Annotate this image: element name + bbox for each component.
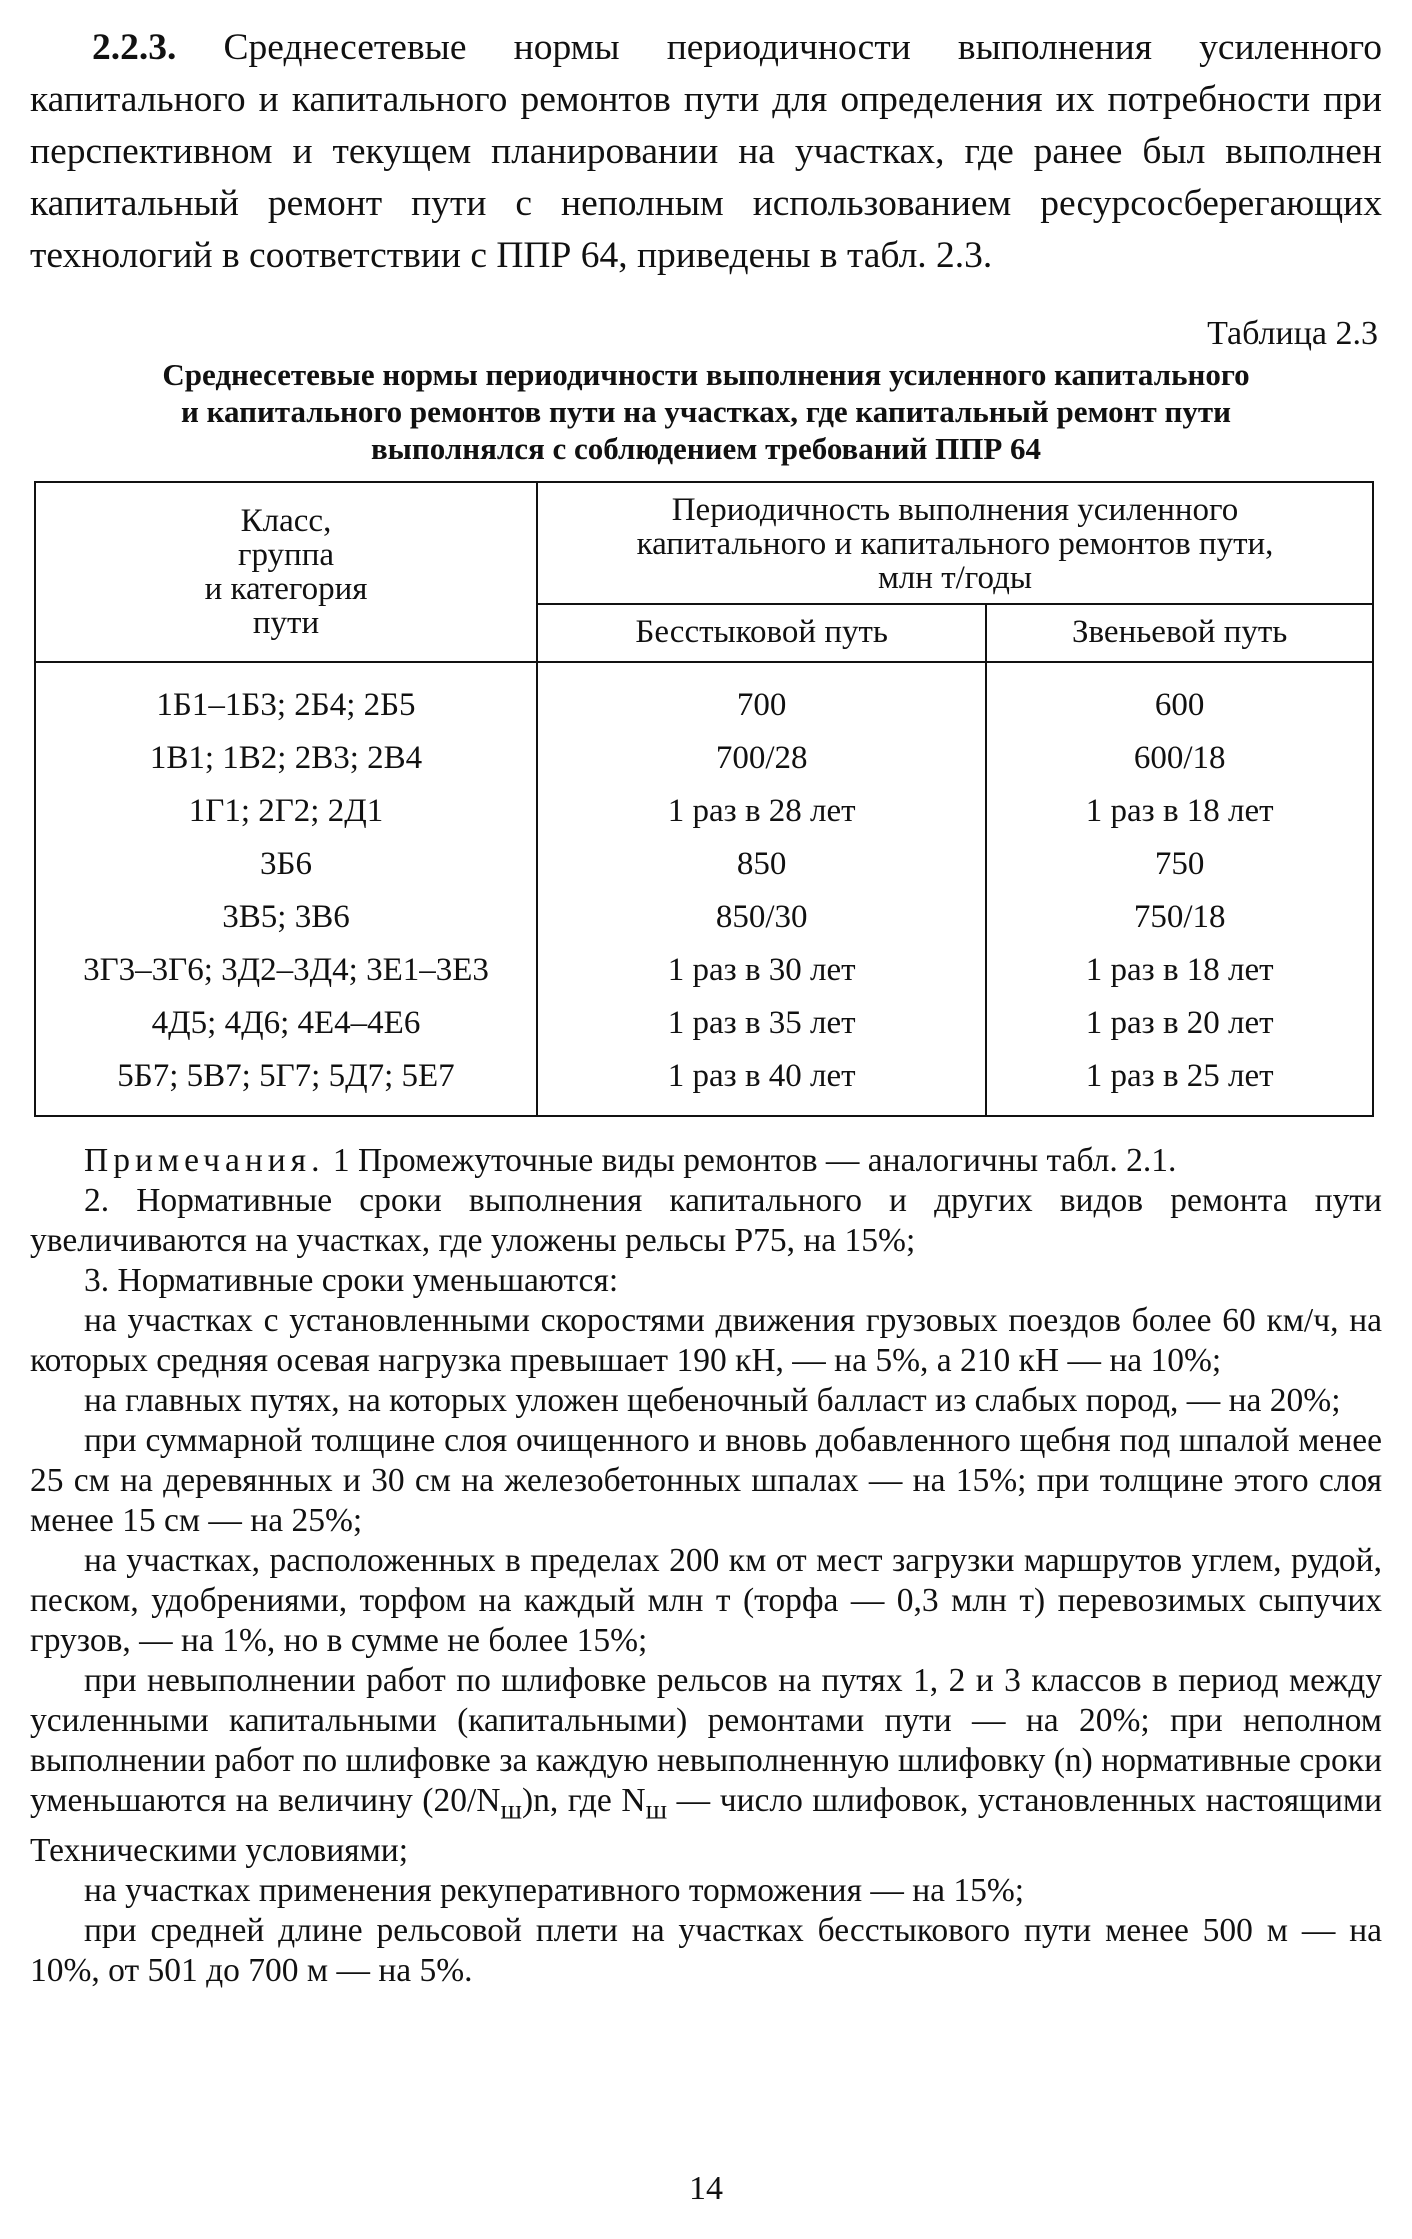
note-bullet: на главных путях, на которых уложен щебеночный балласт из слабых пород, — на 20%; xyxy=(84,1382,1341,1419)
header-period: Периодичность выполнения усиленного капитального и капитального ремонтов пути, млн т/годы xyxy=(537,482,1373,604)
note-bullet: при невыполнении работ по шлифовке рельсов на путях 1, 2 и 3 классов в период между усиленными капитальными (капитальными) ремонтами пути — на 20%; при неполном выполнении работ по шлифовке за каждую невыполненную шлифовку (n) нормативные сроки уменьшаются на величину $(20/N_ш)n$, где $N_ш$ — число шлифовок, установленных настоящими Техническими условиями; xyxy=(30,1662,1382,1869)
table-row xyxy=(35,944,1373,997)
cell-class: 5Б7; 5В7; 5Г7; 5Д7; 5Е7 xyxy=(35,1050,537,1116)
note-bullet: при средней длине рельсовой плети на участках бесстыкового пути менее 500 м — на 10%, от 501 до 700 м — на 5%. xyxy=(30,1911,1382,1989)
cell-jointless: 700 xyxy=(537,662,986,732)
table-title-line: Среднесетевые нормы периодичности выполнения усиленного капитального xyxy=(162,357,1250,392)
cell-class: 1Г1; 2Г2; 2Д1 xyxy=(35,785,537,838)
note-bullet: на участках с установленными скоростями движения грузовых поездов более 60 км/ч, на которых средняя осевая нагрузка превышает 190 кН, — на 5%, а 210 кН — на 10%; xyxy=(30,1302,1382,1379)
note-bullet: на участках, расположенных в пределах 200 км от мест загрузки маршрутов углем, рудой, песком, удобрениями, торфом на каждый млн т (торфа — 0,3 млн т) перевозимых сыпучих грузов, — на 1%, но в сумме не более 15%; xyxy=(30,1542,1382,1659)
cell-jointless: 1 раз в 35 лет xyxy=(537,997,986,1050)
cell-jointed: 600 xyxy=(986,662,1373,732)
table-row xyxy=(35,732,1373,785)
cell-class: 3Б6 xyxy=(35,838,537,891)
cell-jointless: 850/30 xyxy=(537,891,986,944)
section-number: 2.2.3. xyxy=(92,27,177,68)
table-row xyxy=(35,891,1373,944)
table-row xyxy=(35,785,1373,838)
table-row xyxy=(35,838,1373,891)
cell-jointless: 1 раз в 28 лет xyxy=(537,785,986,838)
intro-text: Среднесетевые нормы периодичности выполнения усиленного капитального и капитального ремонтов пути для определения их потребности при перспективном и текущем планировании на участках, где ранее был выполнен капитальный ремонт пути с неполным использованием ресурсосберегающих технологий в соответствии с ППР 64, приведены в табл. 2.3. xyxy=(30,27,1382,276)
page-content xyxy=(30,22,1382,1991)
cell-jointed: 750 xyxy=(986,838,1373,891)
header-jointless: Бесстыковой путь xyxy=(537,604,986,662)
notes-section xyxy=(30,1141,1382,1991)
cell-class: 1Б1–1Б3; 2Б4; 2Б5 xyxy=(35,662,537,732)
cell-jointed: 1 раз в 18 лет xyxy=(986,785,1373,838)
intro-paragraph xyxy=(30,22,1382,282)
cell-jointed: 1 раз в 25 лет xyxy=(986,1050,1373,1116)
cell-jointless: 1 раз в 40 лет xyxy=(537,1050,986,1116)
table-title-line: выполнялся с соблюдением требований ППР 64 xyxy=(370,431,1042,466)
table-row xyxy=(35,662,1373,732)
note-3: 3. Нормативные сроки уменьшаются: xyxy=(84,1262,619,1299)
header-jointed: Звеньевой путь xyxy=(986,604,1373,662)
note-2: 2. Нормативные сроки выполнения капитального и других видов ремонта пути увеличиваются на участках, где уложены рельсы Р75, на 15%; xyxy=(30,1182,1382,1259)
notes-label: Примечания. xyxy=(84,1142,325,1179)
table-row xyxy=(35,1050,1373,1116)
norms-table xyxy=(34,481,1374,1117)
cell-jointed: 1 раз в 18 лет xyxy=(986,944,1373,997)
cell-jointless: 850 xyxy=(537,838,986,891)
cell-jointed: 600/18 xyxy=(986,732,1373,785)
cell-jointless: 700/28 xyxy=(537,732,986,785)
cell-class: 3Г3–3Г6; 3Д2–3Д4; 3Е1–3Е3 xyxy=(35,944,537,997)
table-label: Таблица 2.3 xyxy=(1207,315,1378,352)
table-title xyxy=(30,356,1382,467)
cell-jointed: 1 раз в 20 лет xyxy=(986,997,1373,1050)
header-class: Класс, группа и категория пути xyxy=(35,482,537,662)
cell-class: 4Д5; 4Д6; 4Е4–4Е6 xyxy=(35,997,537,1050)
table-row xyxy=(35,997,1373,1050)
note-bullet: при суммарной толщине слоя очищенного и вновь добавленного щебня под шпалой менее 25 см на деревянных и 30 см на железобетонных шпалах — на 15%; при толщине этого слоя менее 15 см — на 25%; xyxy=(30,1422,1382,1539)
cell-class: 3В5; 3В6 xyxy=(35,891,537,944)
note-1: Примечания. 1 Промежуточные виды ремонтов — аналогичны табл. 2.1. xyxy=(84,1142,1177,1179)
cell-jointless: 1 раз в 30 лет xyxy=(537,944,986,997)
page-number: 14 xyxy=(689,2170,723,2207)
cell-jointed: 750/18 xyxy=(986,891,1373,944)
note-bullet: на участках применения рекуперативного торможения — на 15%; xyxy=(84,1871,1025,1909)
table-title-line: и капитального ремонтов пути на участках, где капитальный ремонт пути xyxy=(181,394,1231,429)
cell-class: 1В1; 1В2; 2В3; 2В4 xyxy=(35,732,537,785)
